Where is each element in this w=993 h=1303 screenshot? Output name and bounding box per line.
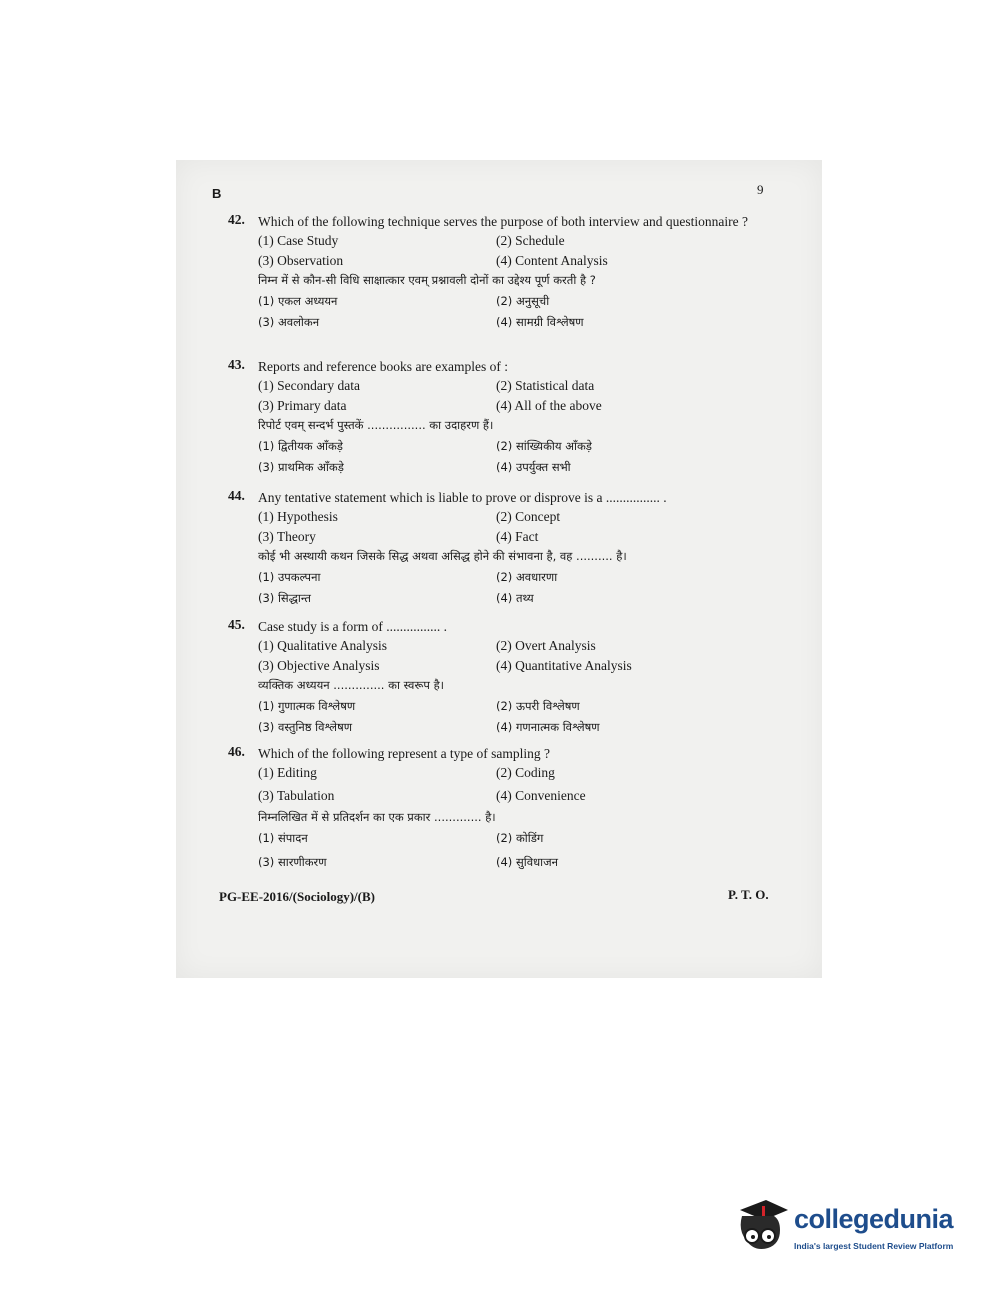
option-4: (4) All of the above [496, 398, 602, 413]
option-4: (4) Convenience [496, 788, 586, 803]
question-45 [228, 617, 763, 738]
page-number: 9 [757, 182, 764, 197]
option-4: (4) Content Analysis [496, 253, 608, 268]
option-2: (2) Overt Analysis [496, 638, 596, 653]
question-text: Any tentative statement which is liable to prove or disprove is a ................ . [258, 490, 667, 505]
option-1: (1) Secondary data [258, 378, 360, 393]
options-hindi [258, 696, 763, 738]
student-mascot-icon [734, 1196, 792, 1258]
options-hindi [258, 436, 763, 478]
question-number: 42. [228, 212, 245, 227]
options-english [258, 636, 763, 675]
option-3-hindi: (3) सिद्धान्त [258, 591, 311, 605]
option-3: (3) Theory [258, 529, 316, 544]
question-text-hindi: कोई भी अस्थायी कथन जिसके सिद्ध अथवा असिद्ध होने की संभावना है, वह .......... है। [258, 549, 627, 563]
option-1: (1) Editing [258, 765, 317, 780]
option-3: (3) Observation [258, 253, 344, 268]
option-2-hindi: (2) अवधारणा [496, 570, 558, 584]
options-hindi [258, 291, 763, 333]
question-42 [228, 212, 763, 333]
question-43 [228, 357, 763, 478]
option-1: (1) Case Study [258, 233, 339, 248]
option-2: (2) Concept [496, 509, 561, 524]
section-letter: B [212, 186, 222, 201]
option-4-hindi: (4) उपर्युक्त सभी [496, 460, 571, 474]
option-3-hindi: (3) वस्तुनिष्ठ विश्लेषण [258, 720, 353, 734]
question-number: 45. [228, 617, 245, 632]
please-turn-over: P. T. O. [728, 887, 769, 902]
option-2-hindi: (2) सांख्यिकीय आँकड़े [496, 439, 592, 453]
question-number: 43. [228, 357, 245, 372]
question-text-hindi: निम्न में से कौन-सी विधि साक्षात्कार एवम् प्रश्नावली दोनों का उद्देश्य पूर्ण करती है ? [258, 273, 596, 287]
question-44 [228, 488, 763, 609]
paper-code: PG-EE-2016/(Sociology)/(B) [219, 889, 375, 904]
option-1-hindi: (1) उपकल्पना [258, 570, 321, 584]
options-english [258, 763, 763, 805]
option-3: (3) Tabulation [258, 788, 335, 803]
option-1-hindi: (1) गुणात्मक विश्लेषण [258, 699, 356, 713]
question-text-hindi: रिपोर्ट एवम् सन्दर्भ पुस्तकें ................ का उदाहरण हैं। [258, 418, 494, 432]
option-3-hindi: (3) अवलोकन [258, 315, 320, 329]
option-4-hindi: (4) तथ्य [496, 591, 534, 605]
option-1: (1) Hypothesis [258, 509, 338, 524]
options-hindi [258, 828, 763, 873]
question-46 [228, 744, 763, 873]
collegedunia-logo [734, 1196, 964, 1266]
question-text: Case study is a form of ................ . [258, 619, 447, 634]
option-3: (3) Primary data [258, 398, 347, 413]
option-1-hindi: (1) संपादन [258, 831, 308, 845]
brand-name: collegedunia [794, 1204, 954, 1234]
option-4-hindi: (4) सुविधाजन [496, 855, 559, 869]
options-hindi [258, 567, 763, 609]
option-2-hindi: (2) ऊपरी विश्लेषण [496, 699, 580, 713]
options-english [258, 507, 763, 546]
option-3: (3) Objective Analysis [258, 658, 380, 673]
option-2: (2) Statistical data [496, 378, 595, 393]
question-text: Which of the following technique serves the purpose of both interview and questionnaire ? [258, 214, 748, 229]
option-3-hindi: (3) सारणीकरण [258, 855, 327, 869]
option-4-hindi: (4) सामग्री विश्लेषण [496, 315, 584, 329]
option-2-hindi: (2) अनुसूची [496, 294, 550, 308]
option-2: (2) Coding [496, 765, 555, 780]
options-english [258, 376, 763, 415]
option-4: (4) Fact [496, 529, 539, 544]
question-text-hindi: व्यक्तिक अध्ययन .............. का स्वरूप है। [258, 678, 445, 692]
question-text-hindi: निम्नलिखित में से प्रतिदर्शन का एक प्रकार ............. है। [258, 810, 496, 824]
option-4: (4) Quantitative Analysis [496, 658, 632, 673]
option-1: (1) Qualitative Analysis [258, 638, 387, 653]
option-1-hindi: (1) द्वितीयक आँकड़े [258, 439, 343, 453]
options-english [258, 231, 763, 270]
option-4-hindi: (4) गणनात्मक विश्लेषण [496, 720, 600, 734]
option-3-hindi: (3) प्राथमिक आँकड़े [258, 460, 344, 474]
option-1-hindi: (1) एकल अध्ययन [258, 294, 338, 308]
brand-tagline: India's largest Student Review Platform [794, 1241, 954, 1251]
question-number: 44. [228, 488, 245, 503]
question-text: Which of the following represent a type of sampling ? [258, 746, 551, 761]
question-text: Reports and reference books are examples of : [258, 359, 509, 374]
question-number: 46. [228, 744, 245, 759]
option-2: (2) Schedule [496, 233, 565, 248]
option-2-hindi: (2) कोडिंग [496, 831, 544, 845]
